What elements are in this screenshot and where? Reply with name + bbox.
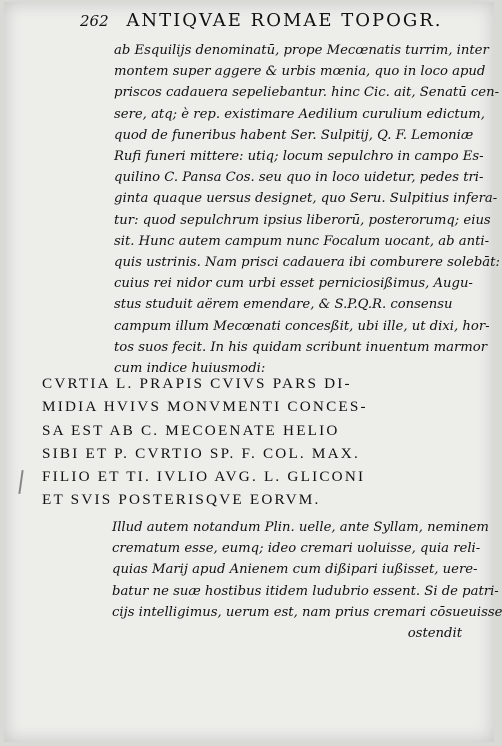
text-line: cum indice huiusmodi:: [114, 361, 266, 377]
page-number: 262: [80, 12, 109, 30]
text-line: campum illum Mecœnati concesßit, ubi ille, ut dixi, hor-: [114, 318, 490, 334]
text-line: quis ustrinis. Nam prisci cadauera ibi comburere solebāt:: [114, 255, 500, 271]
text-line: sit. Hunc autem campum nunc Focalum uocant, ab anti-: [114, 233, 490, 249]
inscription-line: SA EST AB C. MECOENATE HELIO: [42, 421, 340, 439]
text-line: quod de funeribus habent Ser. Sulpitij, Q. F. Lemoniæ: [114, 127, 474, 143]
text-line: cuius rei nidor cum urbi esset perniciosißimus, Augu-: [114, 276, 473, 292]
inscription-line: MIDIA HVIVS MONVMENTI CONCES-: [42, 398, 368, 416]
text-line: tos suos fecit. In his quidam scribunt inuentum marmor: [114, 339, 488, 355]
text-line: sere, atq; è rep. existimare Aedilium curulium edictum,: [114, 106, 485, 122]
text-line: Rufi funeri mittere: utiq; locum sepulchro in campo Es-: [114, 149, 484, 165]
inscription-line: CVRTIA L. PRAPIS CVIVS PARS DI-: [42, 375, 352, 392]
text-line: Illud autem notandum Plin. uelle, ante Syllam, neminem: [112, 520, 489, 535]
text-line: montem super aggere & urbis mœnia, quo in loco apud: [114, 64, 486, 80]
text-line: ginta quaque uersus designet, quo Seru. Sulpitius infera-: [114, 191, 498, 207]
text-line: ab Esquilijs denominatū, prope Mecœnatis turrim, inter: [114, 43, 489, 58]
text-line: batur ne suæ hostibus itidem ludubrio essent. Si de patri-: [112, 583, 499, 599]
body-text-block: [114, 40, 500, 379]
text-line: stus studuit aërem emendare, & S.P.Q.R. consensu: [114, 297, 453, 313]
text-line: crematum esse, eumq; ideo cremari uoluisse, quia reli-: [112, 541, 481, 557]
body-text-block-2: [112, 517, 502, 644]
text-line: tur: quod sepulchrum ipsius liberorū, posterorumq; eius: [114, 212, 491, 228]
book-page: [4, 2, 502, 742]
text-line: priscos cadauera sepeliebantur. hinc Cic. ait, Senatū cen-: [114, 85, 500, 101]
text-line: quilino C. Pansa Cos. seu quo in loco uidetur, pedes tri-: [114, 170, 484, 186]
inscription-line: SIBI ET P. CVRTIO SP. F. COL. MAX.: [42, 444, 360, 462]
text-line: cijs intelligimus, uerum est, nam prius cremari cōsueuisse: [112, 604, 502, 620]
inscription-block: [42, 372, 472, 512]
inscription-line: ET SVIS POSTERISQVE EORVM.: [42, 491, 321, 509]
text-line: quias Marij apud Anienem cum dißipari iußisset, uere-: [112, 562, 478, 578]
catchword: ostendit: [407, 626, 462, 642]
running-title: ANTIQVAE ROMAE TOPOGR.: [126, 10, 443, 31]
running-head: [80, 10, 480, 31]
inscription-line: FILIO ET TI. IVLIO AVG. L. GLICONI: [42, 468, 366, 486]
margin-ink-mark: [18, 470, 23, 494]
